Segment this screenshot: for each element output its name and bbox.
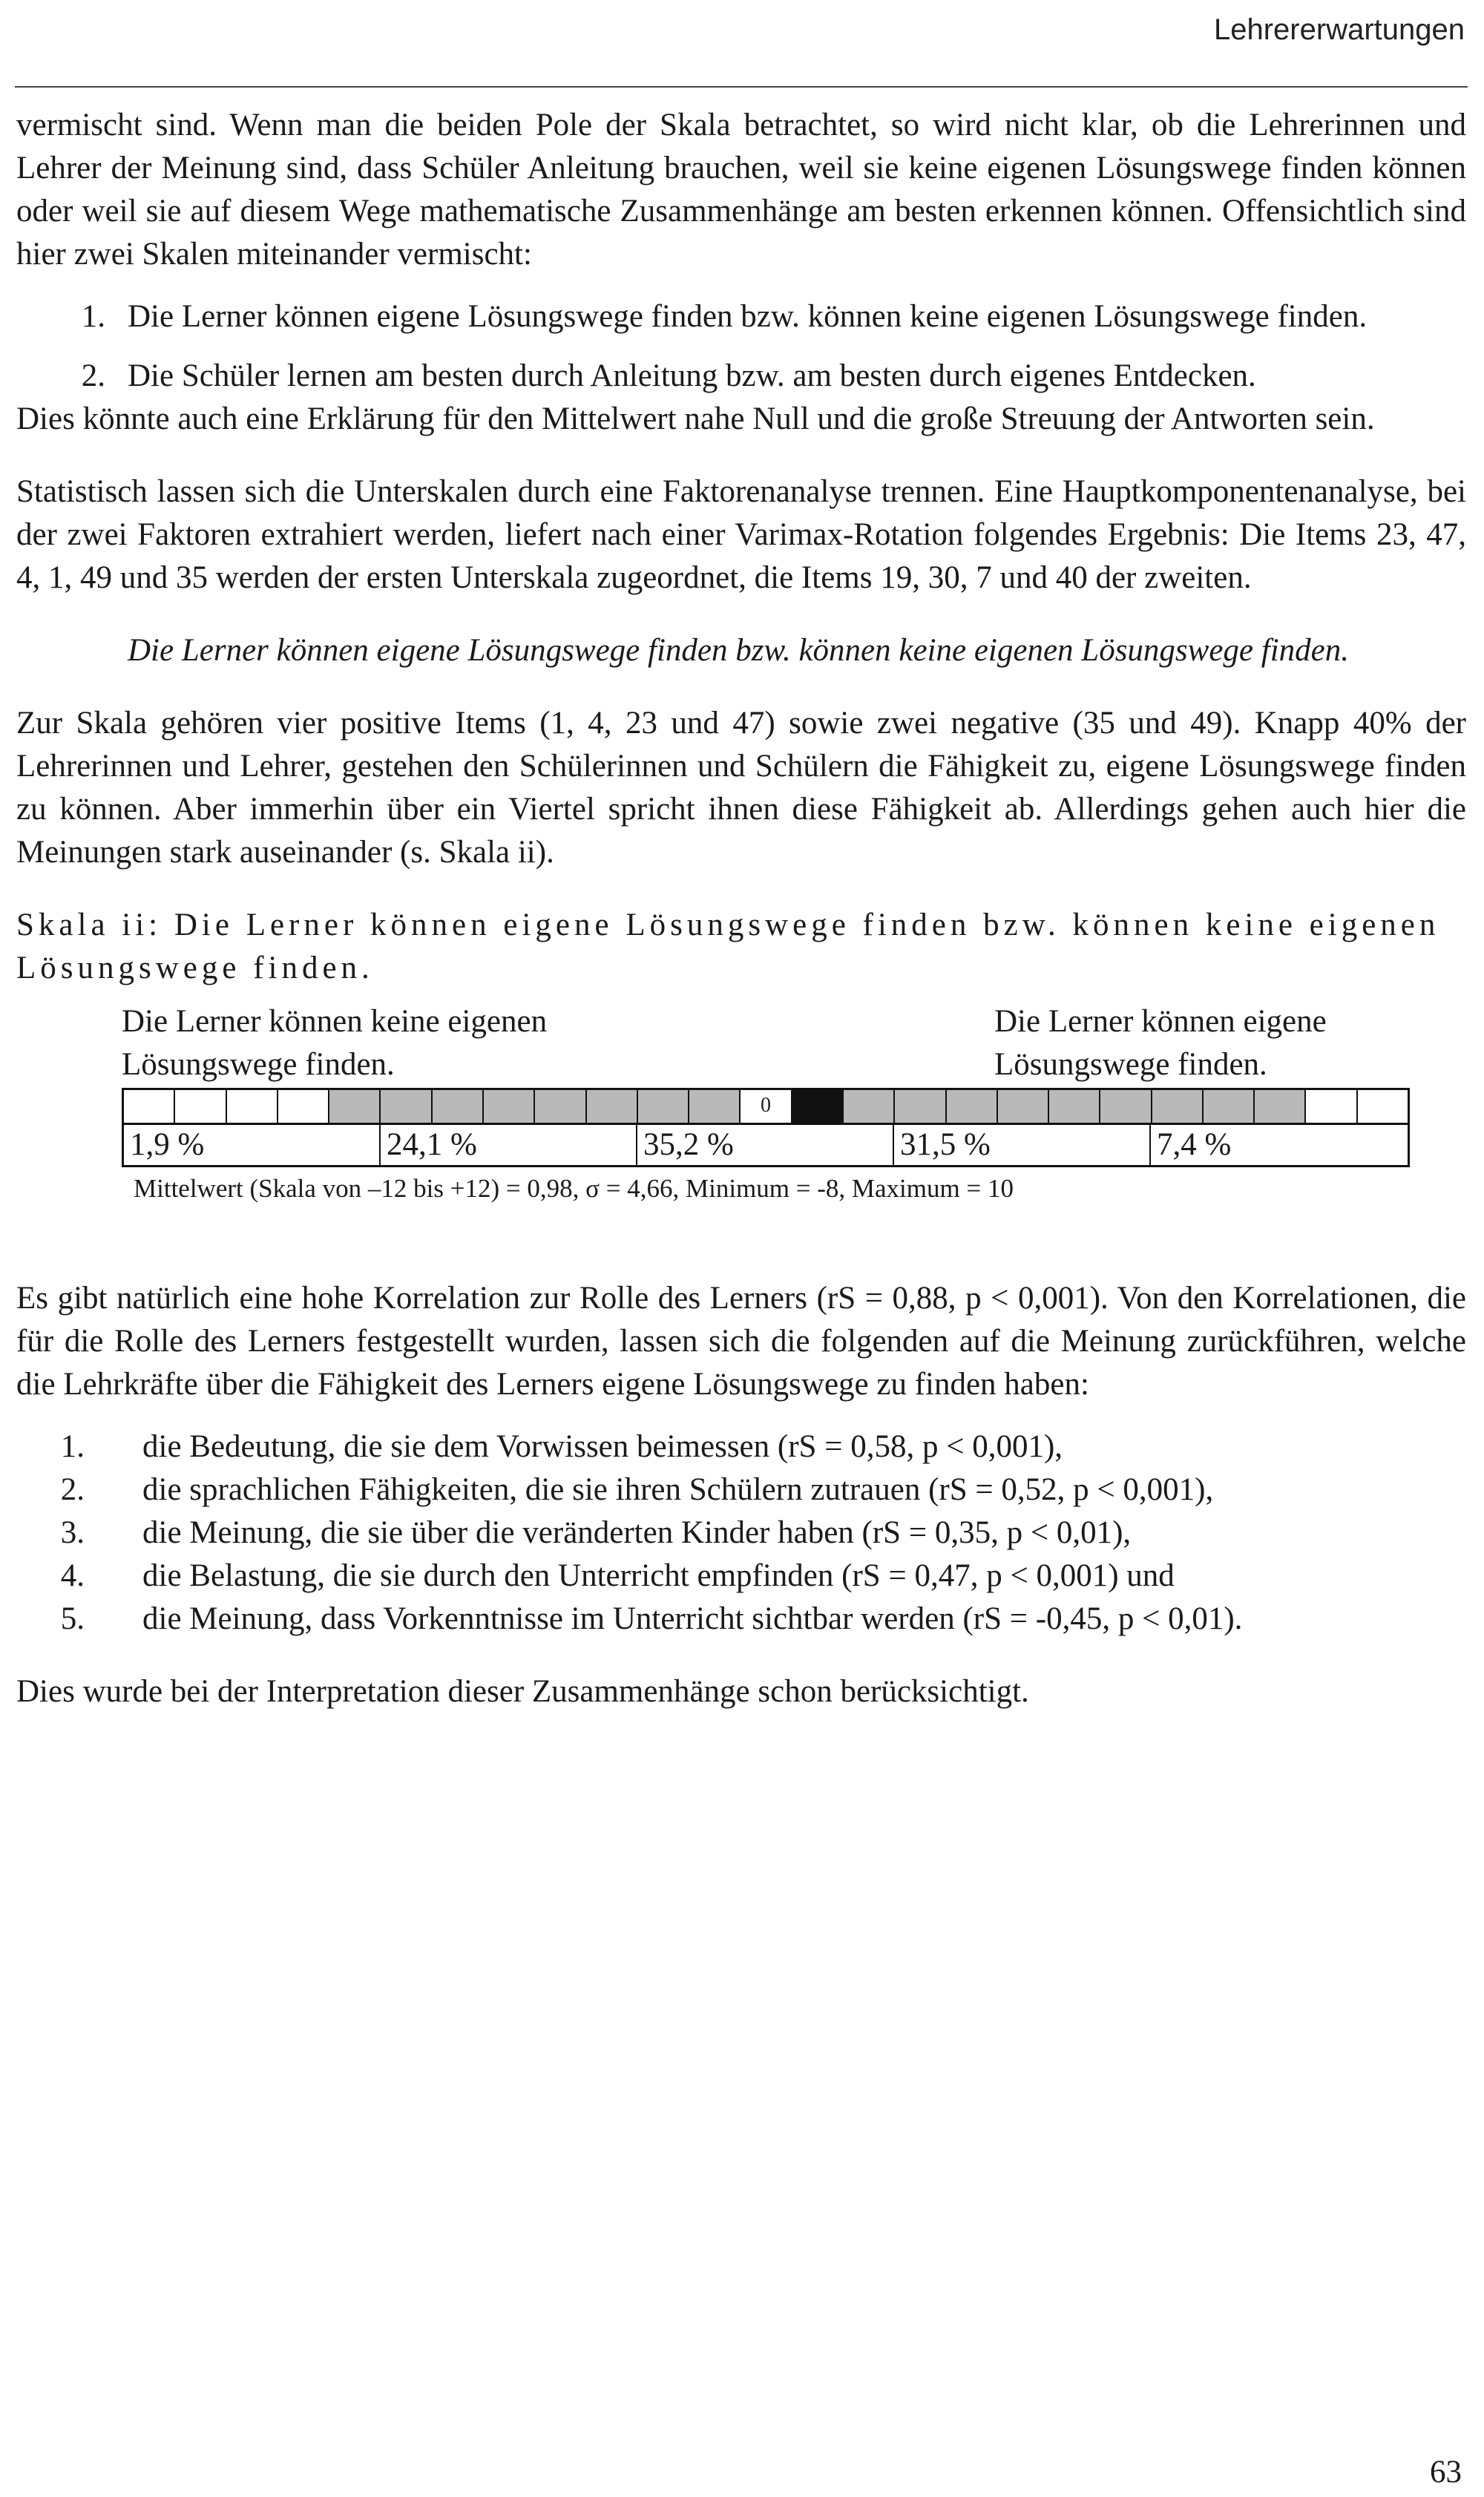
list-item — [16, 1555, 1466, 1598]
percentage-cell: 1,9 % — [124, 1125, 381, 1165]
scale-cell — [278, 1090, 329, 1123]
main-content — [16, 104, 1466, 1713]
scale-cell — [175, 1090, 226, 1123]
scale-cell — [741, 1090, 792, 1123]
percentage-cell: 7,4 % — [1157, 1127, 1232, 1162]
list-text: Die Schüler lernen am besten durch Anleitung bzw. am besten durch eigenes Entdecken. — [128, 358, 1256, 393]
right-pole-label: Die Lerner können eigene Lösungswege finden. — [994, 1004, 1327, 1082]
scale-cell — [689, 1090, 741, 1123]
list-number: 5. — [60, 1601, 85, 1636]
scale-cell — [1255, 1090, 1306, 1123]
scale-cell — [1358, 1090, 1408, 1123]
running-header: Lehrererwartungen — [1214, 13, 1465, 46]
list-text: die Meinung, dass Vorkenntnisse im Unterricht sichtbar werden (rS = -0,45, p < 0,01). — [142, 1601, 1243, 1636]
list-text: die Bedeutung, die sie dem Vorwissen beimessen (rS = 0,58, p < 0,001), — [142, 1429, 1063, 1464]
paragraph-6: Dies wurde bei der Interpretation dieser Zusammenhänge schon berücksichtigt. — [16, 1674, 1029, 1709]
list-number: 1. — [81, 299, 105, 334]
list-text: die sprachlichen Fähigkeiten, die sie ihren Schülern zutrauen (rS = 0,52, p < 0,001), — [142, 1472, 1214, 1507]
list-item — [16, 1469, 1466, 1512]
scale-title: Skala ii: Die Lerner können eigene Lösungswege finden bzw. können keine eigenen Lösungswege finden. — [16, 908, 1440, 985]
percentage-row — [122, 1125, 1410, 1167]
list-number: 2. — [81, 358, 105, 393]
header-rule — [15, 86, 1468, 88]
scale-cell — [1100, 1090, 1152, 1123]
paragraph-4: Zur Skala gehören vier positive Items (1, 4, 23 und 47) sowie zwei negative (35 und 49). Knapp 40% der Lehrerinnen und Lehrer, gestehen den Schülerinnen und Schülern die Fähigkeit zu, eigene Lösungswege finden zu können. Aber immerhin über ein Viertel spricht ihnen diese Fähigkeit ab. Allerdings gehen auch hier die Meinungen stark auseinander (s. Skala ii). — [16, 706, 1466, 870]
list-item — [16, 1425, 1466, 1469]
list-item — [16, 295, 1466, 338]
list-text: die Meinung, die sie über die veränderten Kinder haben (rS = 0,35, p < 0,01), — [142, 1515, 1132, 1550]
paragraph-3: Statistisch lassen sich die Unterskalen durch eine Faktorenanalyse trennen. Eine Hauptkomponentenanalyse, bei der zwei Faktoren extrahiert werden, liefert nach einer Varimax-Rotation folgendes Ergebnis: Die Items 23, 47, 4, 1, 49 und 35 werden der ersten Unterskala zugeordnet, die Items 19, 30, 7 und 40 der zweiten. — [16, 474, 1466, 595]
scale-cell — [329, 1090, 381, 1123]
percentage-cell: 31,5 % — [894, 1125, 1151, 1165]
list-item — [16, 355, 1466, 398]
subscale-heading: Die Lerner können eigene Lösungswege finden bzw. können keine eigenen Lösungswege finden. — [128, 633, 1349, 668]
scale-cell — [381, 1090, 432, 1123]
scale-cell — [227, 1090, 278, 1123]
correlation-list — [16, 1425, 1466, 1641]
scale-cell — [1049, 1090, 1100, 1123]
list-text: die Belastung, die sie durch den Unterricht empfinden (rS = 0,47, p < 0,001) und — [142, 1558, 1175, 1593]
list-item — [16, 1512, 1466, 1555]
paragraph-1: vermischt sind. Wenn man die beiden Pole der Skala betrachtet, so wird nicht klar, ob die Lehrerinnen und Lehrer der Meinung sind, dass Schüler Anleitung brauchen, weil sie keine eigenen Lösungswege finden können oder weil sie auf diesem Wege mathematische Zusammenhänge am besten erkennen können. Offensichtlich sind hier zwei Skalen miteinander vermischt: — [16, 108, 1466, 272]
paragraph-2: Dies könnte auch eine Erklärung für den Mittelwert nahe Null und die große Streuung der Antworten sein. — [16, 401, 1375, 436]
scale-figure — [122, 1000, 1410, 1206]
scale-cells — [122, 1088, 1410, 1125]
list-number: 4. — [60, 1558, 85, 1593]
list-number: 2. — [60, 1472, 85, 1507]
zero-marker: 0 — [761, 1094, 772, 1117]
scale-cell — [535, 1090, 586, 1123]
scale-statistics: Mittelwert (Skala von –12 bis +12) = 0,98, σ = 4,66, Minimum = -8, Maximum = 10 — [134, 1174, 1014, 1203]
percentage-cell: 24,1 % — [381, 1125, 637, 1165]
scale-cell — [1152, 1090, 1204, 1123]
scale-cell — [792, 1090, 844, 1123]
scale-cell — [124, 1090, 175, 1123]
page-number: 63 — [1430, 2455, 1462, 2490]
percentage-cell: 35,2 % — [637, 1125, 894, 1165]
scale-cell — [1204, 1090, 1255, 1123]
scale-cell — [895, 1090, 946, 1123]
list-number: 3. — [60, 1515, 85, 1550]
scale-cell — [844, 1090, 895, 1123]
scale-cell — [947, 1090, 998, 1123]
scale-poles — [122, 1000, 1410, 1086]
scale-cell — [433, 1090, 484, 1123]
subscale-list — [16, 295, 1466, 398]
scale-cell — [484, 1090, 535, 1123]
scale-cell — [638, 1090, 689, 1123]
scale-cell — [587, 1090, 638, 1123]
paragraph-5: Es gibt natürlich eine hohe Korrelation zur Rolle des Lerners (rS = 0,88, p < 0,001). Von den Korrelationen, die für die Rolle des Lerners festgestellt wurden, lassen sich die folgenden auf die Meinung zurückführen, welche die Lehrkräfte über die Fähigkeit des Lerners eigene Lösungswege zu finden haben: — [16, 1281, 1466, 1402]
list-number: 1. — [60, 1429, 85, 1464]
left-pole-label: Die Lerner können keine eigenen Lösungswege finden. — [122, 1004, 548, 1082]
scale-cell — [998, 1090, 1049, 1123]
list-text: Die Lerner können eigene Lösungswege finden bzw. können keine eigenen Lösungswege finden. — [128, 299, 1368, 334]
scale-cell — [1306, 1090, 1357, 1123]
list-item — [16, 1598, 1466, 1641]
